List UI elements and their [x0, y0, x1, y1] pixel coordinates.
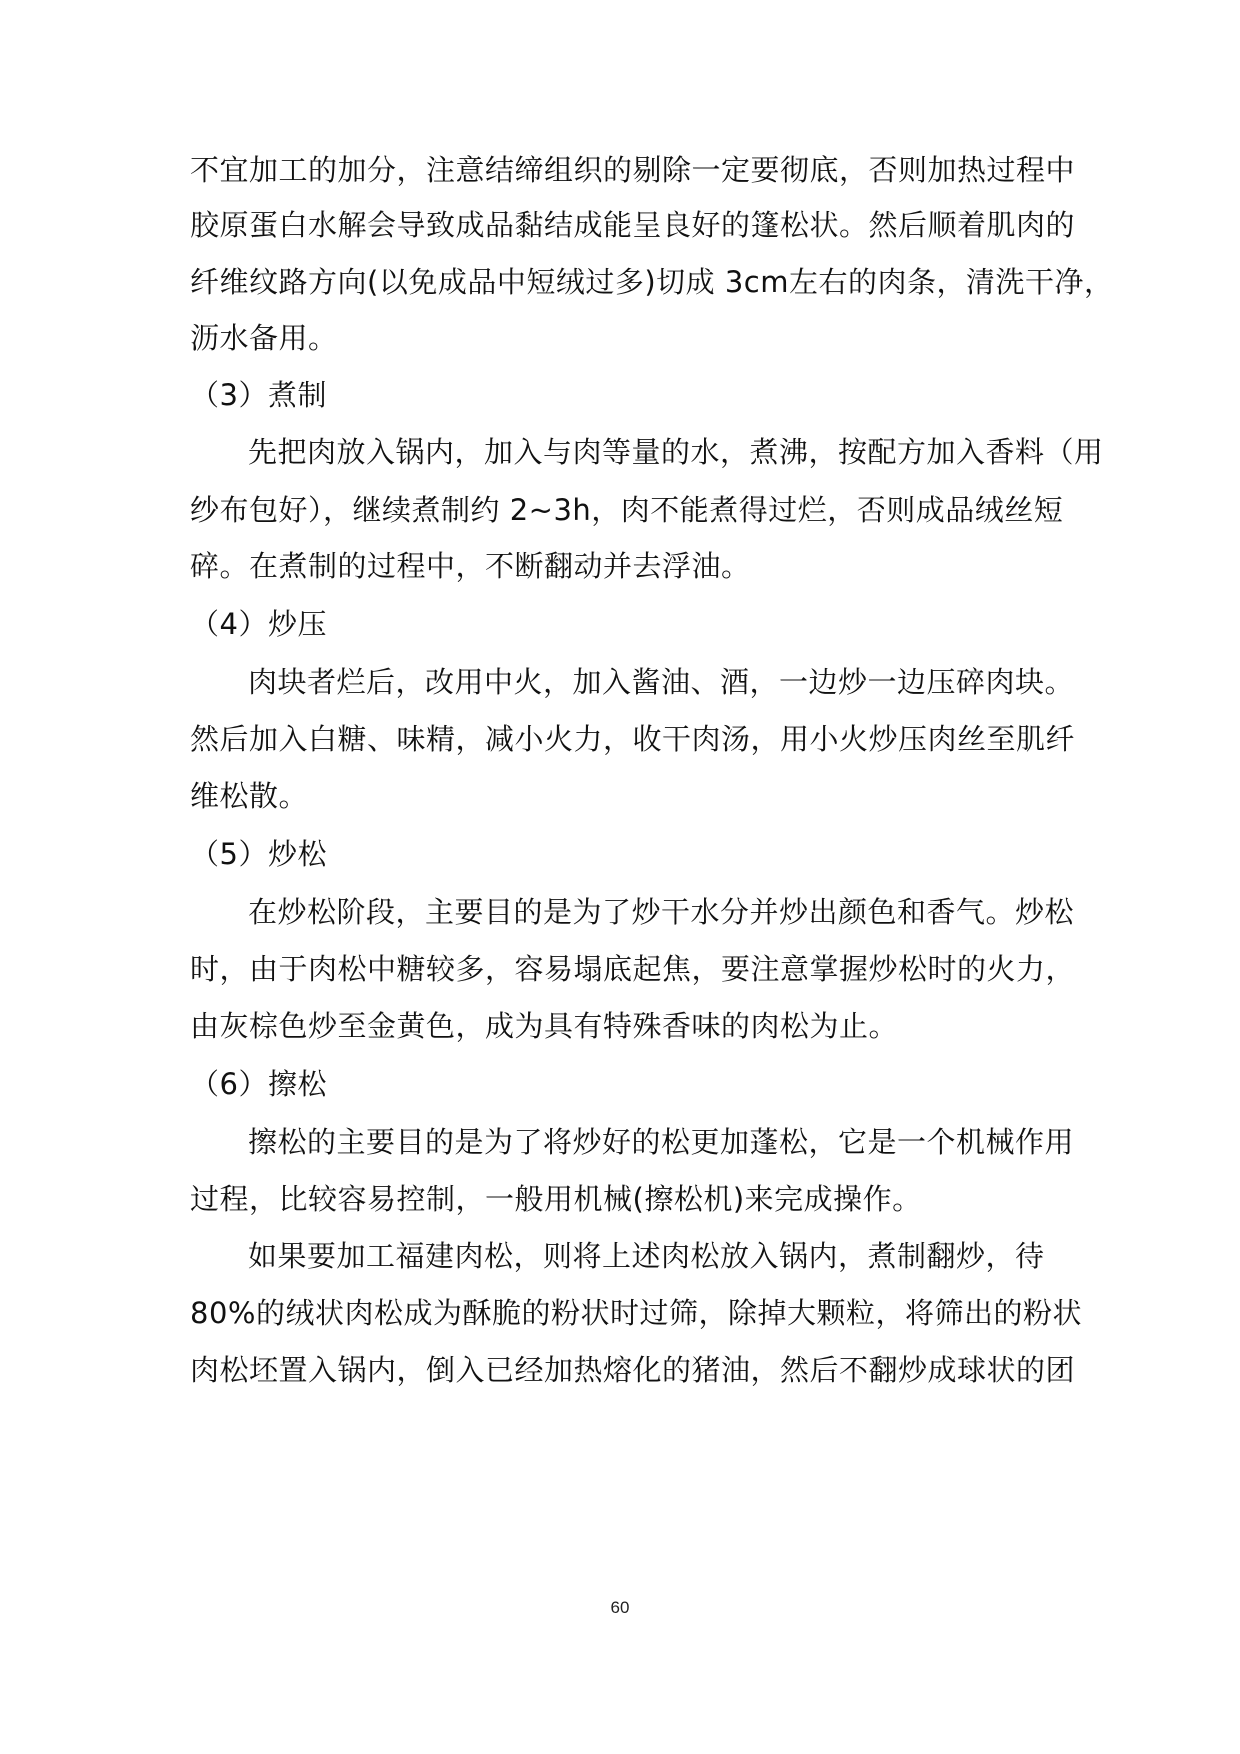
section-heading: （4）炒压: [190, 607, 327, 641]
text-line: 肉松坯置入锅内，倒入已经加热熔化的猪油，然后不翻炒成球状的团: [190, 1353, 1076, 1387]
section-heading: （3）煮制: [190, 378, 327, 412]
text-line: 如果要加工福建肉松，则将上述肉松放入锅内，煮制翻炒，待: [248, 1239, 1045, 1273]
text-line: 肉块者烂后，改用中火，加入酱油、酒，一边炒一边压碎肉块。: [248, 665, 1075, 699]
page-number: 60: [610, 1598, 630, 1617]
text-line: 过程，比较容易控制，一般用机械(擦松机)来完成操作。: [190, 1182, 922, 1216]
text-line: 不宜加工的加分，注意结缔组织的剔除一定要彻底，否则加热过程中: [190, 153, 1076, 187]
text-line: 维松散。: [190, 779, 309, 813]
text-line: 纱布包好），继续煮制约 2~3h，肉不能煮得过烂，否则成品绒丝短: [190, 493, 1064, 527]
text-line: 80%的绒状肉松成为酥脆的粉状时过筛，除掉大颗粒，将筛出的粉状: [190, 1296, 1082, 1330]
text-line: 纤维纹路方向(以免成品中短绒过多)切成 3cm左右的肉条，清洗干净，: [190, 265, 1114, 299]
text-line: 胶原蛋白水解会导致成品黏结成能呈良好的篷松状。然后顺着肌肉的: [190, 208, 1076, 242]
text-line: 沥水备用。: [190, 321, 338, 355]
text-line: 然后加入白糖、味精，减小火力，收干肉汤，用小火炒压肉丝至肌纤: [190, 722, 1076, 756]
text-line: 由灰棕色炒至金黄色，成为具有特殊香味的肉松为止。: [190, 1009, 899, 1043]
text-line: 擦松的主要目的是为了将炒好的松更加蓬松，它是一个机械作用: [248, 1125, 1075, 1159]
text-line: 时，由于肉松中糖较多，容易塌底起焦，要注意掌握炒松时的火力，: [190, 952, 1076, 986]
text-line: 碎。在煮制的过程中，不断翻动并去浮油。: [190, 549, 751, 583]
text-line: 在炒松阶段，主要目的是为了炒干水分并炒出颜色和香气。炒松: [248, 895, 1075, 929]
section-heading: （5）炒松: [190, 837, 327, 871]
section-heading: （6）擦松: [190, 1067, 327, 1101]
text-line: 先把肉放入锅内，加入与肉等量的水，煮沸，按配方加入香料（用: [248, 435, 1104, 469]
